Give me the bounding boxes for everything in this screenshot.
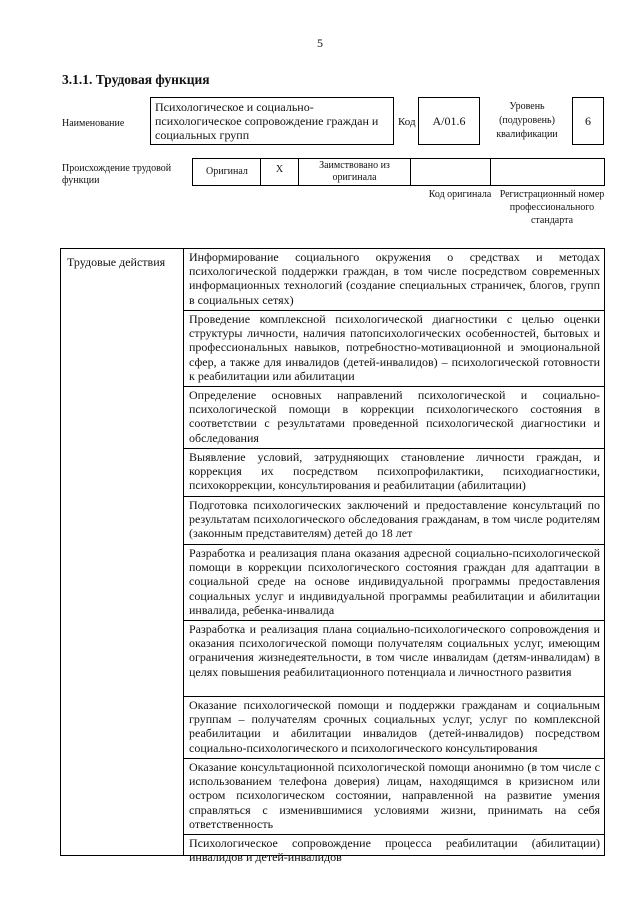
reg-number-cell [491, 159, 604, 185]
labor-action-item: Оказание психологической помощи и поддержки гражданам и социальным группам – получателям срочных социальных услуг, услуг по комплексной реабилитации и абилитации инвалидов (детей-инвалидов) посредством социально-психологического и психологического консультирования [184, 697, 604, 759]
level-value-box: 6 [572, 97, 604, 145]
original-label: Оригинал [193, 159, 261, 185]
code-label: Код [398, 116, 416, 128]
function-name-box: Психологическое и социально-психологическое сопровождение граждан и социальных групп [150, 97, 394, 145]
original-code-cell [411, 159, 491, 185]
labor-action-item: Определение основных направлений психологической и социально-психологической помощи в коррекции психологического состояния в соответствии с результатами проведенной психологической диагностики и обследования [184, 387, 604, 449]
labor-actions-list [184, 249, 604, 864]
section-title: 3.1.1. Трудовая функция [62, 72, 210, 87]
original-mark: X [261, 159, 299, 185]
labor-action-item: Разработка и реализация плана социально-психологического сопровождения и оказания психологической помощи получателям социальных услуг, имеющим ограничения жизнедеятельности, в том числе инвалидам (детям-инвалидам) в целях повышения реабилитационного потенциала и личностного развития [184, 621, 604, 697]
function-code-box: А/01.6 [418, 97, 480, 145]
name-label: Наименование [62, 118, 125, 129]
origin-table [192, 158, 605, 186]
labor-action-item: Выявление условий, затрудняющих становление личности граждан, и коррекция их посредством психопрофилактики, психодиагностики, психокоррекции, консультирования и реабилитации (абилитации) [184, 449, 604, 497]
labor-actions-table [60, 248, 605, 865]
labor-action-item: Психологическое сопровождение процесса реабилитации (абилитации) инвалидов и детей-инвалидов [189, 836, 600, 865]
origin-label: Происхождение трудовой функции [62, 163, 172, 186]
code-original-caption: Код оригинала [428, 189, 492, 200]
labor-action-item: Разработка и реализация плана оказания адресной социально-психологической помощи в коррекции психологического состояния граждан для адаптации в социальной среде на основе индивидуальной программы предоставления социальных услуг и индивидуальной программы реабилитации и абилитации инвалида, ребенка-инвалида [184, 545, 604, 621]
reg-number-caption: Регистрационный номер профессионального стандарта [499, 189, 605, 226]
borrowed-label: Заимствовано из оригинала [299, 159, 411, 185]
labor-action-item: Информирование социального окружения о средствах и методах психологической поддержки граждан, в том числе посредством современных информационных технологий (создание специальных страничек, блогов, групп в социальных сетях) [184, 249, 604, 311]
level-label: Уровень (подуровень) квалификации [496, 101, 558, 140]
labor-action-item: Проведение комплексной психологической диагностики с целью оценки структуры личности, наличия патопсихологических особенностей, бытовых и профессиональных навыков, потребностно-мотивационной и эмоциональной сфер, а также для инвалидов (детей-инвалидов) – психологической готовности к реабилитации или абилитации [184, 311, 604, 387]
labor-action-item: Оказание консультационной психологической помощи анонимно (в том числе с использованием телефона доверия) лицам, находящимся в кризисном или остром психологическом состоянии, направленной на развитие умения справляться с изменившимися условиями жизни, принимать на себя ответственность [184, 759, 604, 835]
page-number: 5 [317, 36, 323, 50]
labor-action-item: Подготовка психологических заключений и предоставление консультаций по результатам психологического обследования гражданам, в том числе родителям (законным представителям) детей до 18 лет [184, 497, 604, 545]
labor-actions-label: Трудовые действия [67, 255, 166, 269]
